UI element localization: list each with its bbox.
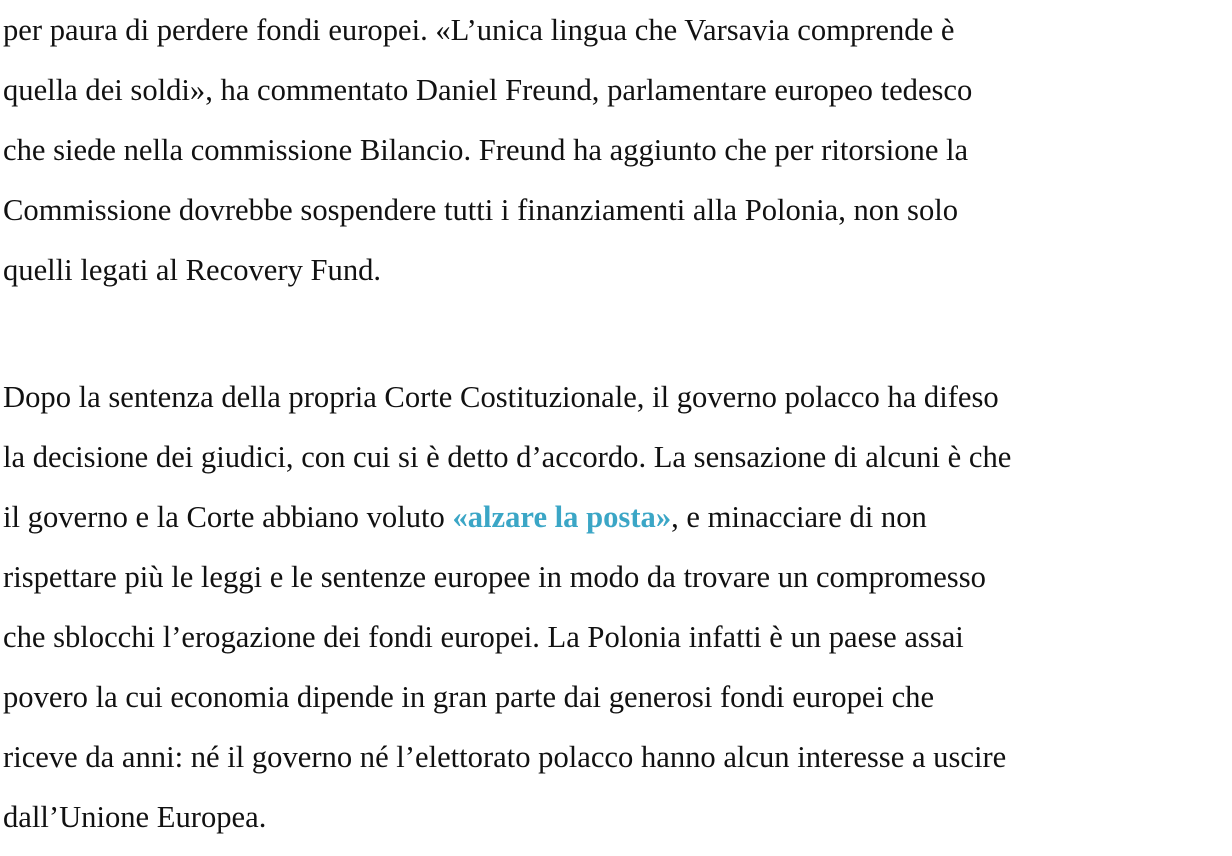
paragraph-2-line-3-before-link: il governo e la Corte abbiano voluto: [3, 500, 453, 534]
paragraph-2-line-1: Dopo la sentenza della propria Corte Costituzionale, il governo polacco ha difeso: [3, 380, 999, 414]
paragraph-1-line-3: che siede nella commissione Bilancio. Freund ha aggiunto che per ritorsione la: [3, 133, 969, 167]
paragraph-1-line-2: quella dei soldi», ha commentato Daniel Freund, parlamentare europeo tedesco: [3, 73, 973, 107]
paragraph-2-line-6: povero la cui economia dipende in gran parte dai generosi fondi europei che: [3, 680, 935, 714]
article-paragraph-2: [3, 367, 1232, 847]
paragraph-2-line-2: la decisione dei giudici, con cui si è detto d’accordo. La sensazione di alcuni è che: [3, 440, 1012, 474]
article-paragraph-1: [3, 0, 1232, 300]
paragraph-2-line-8: dall’Unione Europea.: [3, 800, 267, 834]
paragraph-2-line-4: rispettare più le leggi e le sentenze europee in modo da trovare un compromesso: [3, 560, 986, 594]
paragraph-2-line-7: riceve da anni: né il governo né l’elettorato polacco hanno alcun interesse a uscire: [3, 740, 1007, 774]
paragraph-1-line-1: per paura di perdere fondi europei. «L’unica lingua che Varsavia comprende è: [3, 13, 955, 47]
paragraph-1-line-4: Commissione dovrebbe sospendere tutti i finanziamenti alla Polonia, non solo: [3, 193, 959, 227]
paragraph-2-line-3-after-link: , e minacciare di non: [671, 500, 927, 534]
paragraph-2-line-5: che sblocchi l’erogazione dei fondi europei. La Polonia infatti è un paese assai: [3, 620, 964, 654]
paragraph-2-line-3: [3, 487, 1232, 547]
article-body: [3, 0, 1232, 847]
paragraph-1-line-5: quelli legati al Recovery Fund.: [3, 253, 382, 287]
alzare-la-posta-link[interactable]: «alzare la posta»: [452, 500, 672, 534]
